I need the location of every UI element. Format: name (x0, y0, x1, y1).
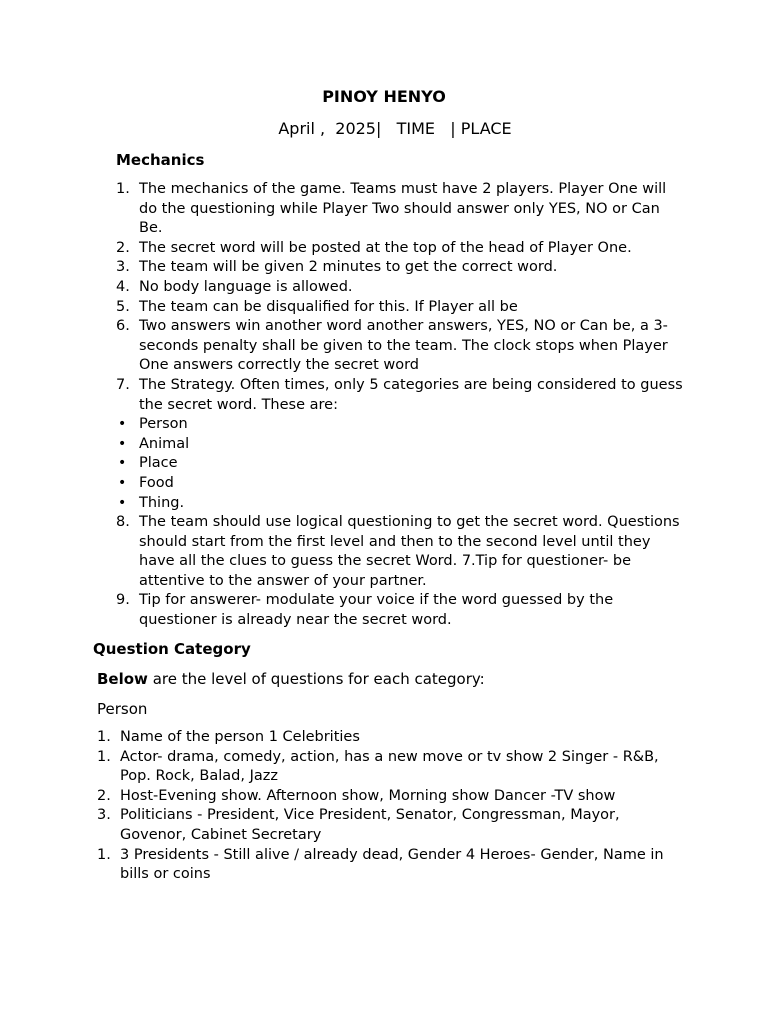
bullet-item-text: Food (139, 474, 174, 491)
list-item-text: 3 Presidents - Still alive / already dead, Gender 4 Heroes- Gender, Name in bills or coins (120, 846, 664, 883)
list-marker: 5. (116, 298, 130, 315)
list-item-text: The team will be given 2 minutes to get the correct word. (139, 259, 558, 276)
bullet-item (116, 435, 686, 455)
list-item-text: The mechanics of the game. Teams must have 2 players. Player One will do the questioning while Player Two should answer only YES, NO or Can Be. (139, 181, 667, 237)
list-item-text: Two answers win another word another answers, YES, NO or Can be, a 3-seconds penalty shall be given to the team. The clock stops when Player One answers correctly the secret word (139, 318, 668, 374)
list-item-text: Politicians - President, Vice President, Senator, Congressman, Mayor, Govenor, Cabinet Secretary (120, 807, 620, 843)
list-item (97, 846, 677, 885)
bullet-marker: • (118, 474, 127, 491)
bullet-item (116, 415, 686, 435)
bullet-marker: • (118, 416, 127, 433)
list-item-text: Actor- drama, comedy, action, has a new move or tv show 2 Singer - R&B, Pop. Rock, Balad, Jazz (120, 748, 659, 785)
list-item (97, 748, 677, 787)
bullet-item (116, 474, 686, 494)
list-item-text: Host-Evening show. Afternoon show, Morning show Dancer -TV show (120, 787, 616, 804)
list-item (97, 787, 677, 807)
list-item (116, 258, 686, 278)
list-item (116, 239, 686, 259)
list-item-text: The Strategy. Often times, only 5 categories are being considered to guess the secret word. These are: (139, 376, 683, 413)
list-item-text: The team should use logical questioning to get the secret word. Questions should start from the first level and then to the second level until they have all the clues to guess the secret Word. 7.Tip for questioner- be attentive to the answer of your partner. (139, 514, 680, 589)
list-item-text: No body language is allowed. (139, 278, 353, 295)
list-marker: 1. (97, 846, 111, 863)
document-title: PINOY HENYO (322, 87, 446, 106)
category-intro-text: are the level of questions for each category: (147, 670, 485, 688)
bullet-marker: • (118, 435, 127, 452)
list-item (97, 806, 677, 845)
person-category-label: Person (97, 700, 148, 718)
list-item-text: The secret word will be posted at the top of the head of Player One. (139, 239, 632, 256)
list-marker: 2. (97, 787, 111, 804)
list-marker: 1. (116, 181, 130, 197)
list-item (116, 317, 686, 376)
list-marker: 8. (116, 514, 130, 531)
bullet-item-text: Place (139, 455, 178, 472)
list-item (116, 278, 686, 298)
bullet-marker: • (118, 455, 127, 472)
list-marker: 4. (116, 278, 130, 295)
list-item (97, 728, 677, 748)
list-marker: 1. (97, 729, 111, 745)
list-item-text: The team can be disqualified for this. If Player all be (139, 298, 518, 315)
list-item (116, 591, 686, 630)
bullet-marker: • (118, 494, 127, 511)
list-item (116, 376, 686, 415)
list-item (116, 180, 686, 239)
list-marker: 9. (116, 592, 130, 609)
bullet-item (116, 454, 686, 474)
list-marker: 2. (116, 239, 130, 256)
list-item-text: Tip for answerer- modulate your voice if the word guessed by the questioner is already near the secret word. (139, 592, 614, 629)
category-intro-paragraph (97, 670, 485, 688)
list-marker: 6. (116, 318, 130, 335)
list-marker: 3. (116, 259, 130, 276)
person-questions-list (97, 728, 677, 885)
bullet-item-text: Animal (139, 435, 190, 452)
list-marker: 1. (97, 748, 111, 765)
category-intro-bold: Below (97, 670, 148, 688)
mechanics-list (116, 180, 686, 631)
list-marker: 7. (116, 376, 130, 393)
list-item (116, 298, 686, 318)
list-marker: 3. (97, 807, 111, 824)
mechanics-heading: Mechanics (116, 151, 205, 169)
list-item-text: Name of the person 1 Celebrities (120, 729, 360, 745)
list-item (116, 513, 686, 591)
bullet-item-text: Person (139, 416, 188, 433)
question-category-heading: Question Category (93, 640, 251, 658)
bullet-item-text: Thing. (139, 494, 185, 511)
document-subtitle: April , 2025| TIME | PLACE (278, 119, 512, 138)
bullet-item (116, 494, 686, 514)
